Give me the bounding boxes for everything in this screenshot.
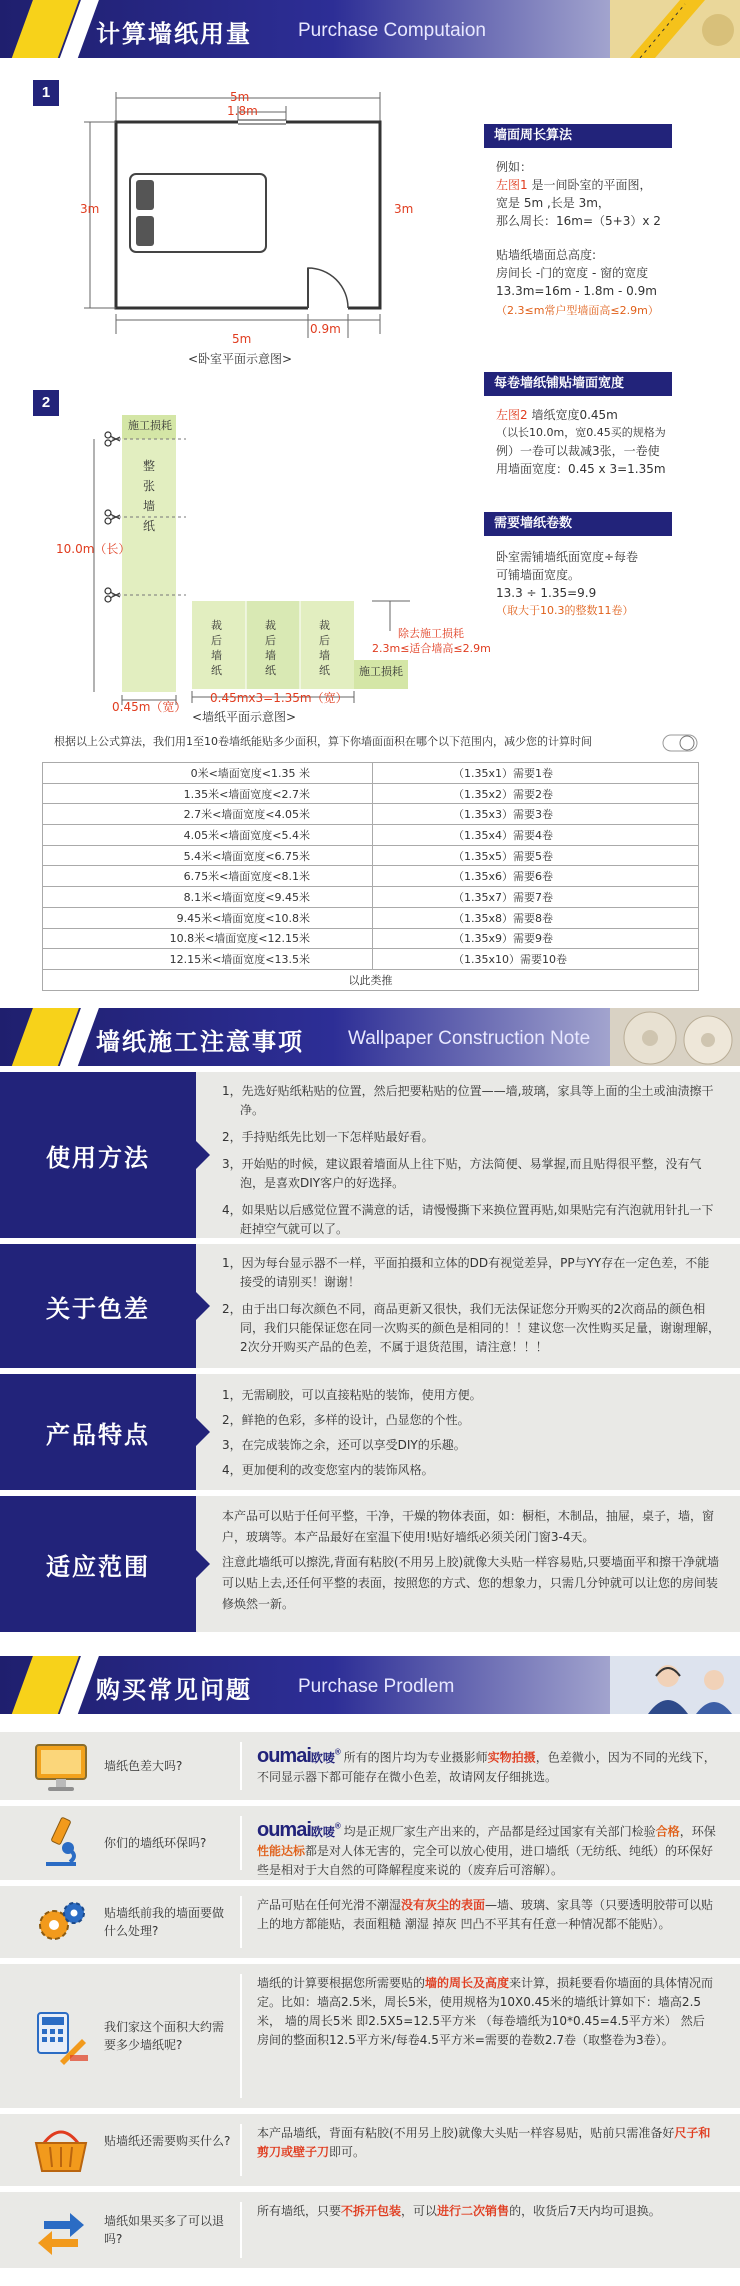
table-intro: 根据以上公式算法，我们用1至10卷墙纸能贴多少面积，算下你墙面面积在哪个以下范围内，减少您的计算时间	[54, 735, 592, 748]
perimeter-line-4: 贴墙纸墙面总高度:	[496, 248, 597, 262]
monitor-icon	[30, 1735, 92, 1797]
faq-answer-text: 都是对人体无害的，完全可以放心使用，进口墙纸（无纺纸、纯纸）的环保好些是相对于大自然的可降解程度来说的（废弃后可溶解）。	[257, 1843, 714, 1877]
roll-width-line-0: 左图2 墙纸宽度0.45m	[496, 408, 618, 422]
faq-answer-text: 尺子和剪刀或壁子刀	[257, 2126, 711, 2159]
faq-answer-text: 产品可贴在任何光滑不潮湿	[257, 1898, 402, 1912]
faq-divider	[240, 2124, 242, 2176]
note-scope	[0, 1496, 740, 1632]
note-usage-item-3: 3，开始贴的时候，建议跟着墙面从上往下贴，方法简便、易掌握,而且贴得很平整，没有气泡，是喜欢DIY客户的好选择。	[222, 1157, 702, 1190]
table-row	[43, 949, 699, 970]
floorplan-caption: <卧室平面示意图>	[188, 352, 293, 366]
note-usage-body	[222, 1082, 720, 1247]
note-usage-item-2: 2，手持贴纸先比划一下怎样贴最好看。	[222, 1130, 434, 1144]
table-cell-range: 2.7米<墙面宽度<4.05米	[43, 804, 373, 825]
note-features-body	[222, 1386, 720, 1486]
roll-width-box-title: 每卷墙纸铺贴墙面宽度	[484, 372, 672, 396]
table-cell-rolls: （1.35x1）需要1卷	[373, 763, 699, 784]
strip-width-label: 0.45m（宽）	[112, 700, 187, 714]
faq-answer-text: 即可。	[329, 2145, 366, 2159]
table-footer: 以此类推	[43, 969, 699, 990]
table-row	[43, 907, 699, 928]
faq-item	[0, 2114, 740, 2186]
faq-question: 你们的墙纸环保吗?	[104, 1836, 207, 1850]
dim-window-18m: 1.8m	[227, 104, 258, 118]
table-cell-range: 1.35米<墙面宽度<2.7米	[43, 783, 373, 804]
table-cell-rolls: （1.35x6）需要6卷	[373, 866, 699, 887]
table-footer-row	[43, 969, 699, 990]
note-features	[0, 1374, 740, 1490]
perimeter-line-1: 左图1 是一间卧室的平面图，	[496, 178, 652, 192]
basket-icon	[30, 2119, 92, 2181]
roll-count-line-0: 卧室需铺墙纸面宽度÷每卷	[496, 550, 639, 564]
faq-answer-text: 合格	[655, 1824, 680, 1839]
section-title-en: Wallpaper Construction Note	[348, 1028, 591, 1049]
faq-answer-text: 来计算，损耗要看你墙面的具体情况而定。比如：墙高2.5米，周长5米，使用规格为10X0.45米的墙纸计算如下：墙高2.5米， 墙的周长5米 即2.5X5=12.5平方米 （每卷墙纸为10*0.45=4.5平方米） 然后房间的整面积12.5平方米/每卷4.5平方米=需要的卷数2.7卷（取整卷为3卷）。	[257, 1976, 714, 2047]
table-cell-range: 5.4米<墙面宽度<6.75米	[43, 845, 373, 866]
table-cell-rolls: （1.35x7）需要7卷	[373, 887, 699, 908]
note-features-item-3: 3，在完成装饰之余，还可以享受DIY的乐趣。	[222, 1438, 466, 1452]
faq-answer-text: 进行二次销售	[437, 2204, 510, 2218]
table-row	[43, 866, 699, 887]
faq-answer-text: 的，收货后7天内均可退换。	[509, 2204, 661, 2218]
roll-width-line-1: （以长10.0m，宽0.45买的规格为	[496, 426, 666, 439]
cut-strip-label-1: 裁后墙纸	[211, 619, 222, 677]
calculator-icon	[30, 2005, 92, 2067]
strip-height-label: 10.0m（长）	[56, 542, 131, 556]
table-row	[43, 825, 699, 846]
table-row	[43, 804, 699, 825]
microscope-icon	[30, 1812, 92, 1874]
note-color	[0, 1244, 740, 1368]
faq-answer-text: 墙纸的计算要根据您所需要贴的	[257, 1976, 426, 1990]
faq-item	[0, 1886, 740, 1958]
note-scope-para-2: 注意此墙纸可以擦洗,背面有粘胶(不用另上胶)就像大头贴一样容易贴,只要墙面平和擦干净就墙可以贴上去,还任何平整的表面，按照您的方式、您的想象力，只需几分钟就可以让您的房间装修焕然一新。	[222, 1555, 719, 1611]
note-features-item-4: 4，更加便利的改变您室内的装饰风格。	[222, 1463, 434, 1477]
table-row	[43, 887, 699, 908]
note-usage	[0, 1072, 740, 1238]
faq-divider	[240, 2202, 242, 2258]
perimeter-line-0: 例如：	[496, 160, 533, 174]
table-cell-range: 8.1米<墙面宽度<9.45米	[43, 887, 373, 908]
faq-answer-text: ，可以	[401, 2204, 438, 2218]
faq-question: 墙纸色差大吗?	[104, 1759, 183, 1773]
dim-left-3m: 3m	[80, 202, 100, 216]
note-color-item-2: 2，由于出口每次颜色不同，商品更新又很快，我们无法保证您分开购买的2次商品的颜色相同，我们只能保证您在同一次购买的颜色是相同的！！建议您一次性购买足量，谢谢理解，2次分开购买产品的色差，不属于退货范围，请注意！！！	[222, 1302, 721, 1354]
note-color-body	[222, 1254, 720, 1365]
faq-answer-text: —墙、玻璃、家具等（只要透明胶带可以贴上的地方都能贴，表面粗糙 潮湿 掉灰 凹凸不平其有任意一种情况都不能贴）。	[257, 1898, 714, 1931]
cut-strip-label-3: 裁后墙纸	[319, 619, 330, 677]
strip-diagram-caption: <墙纸平面示意图>	[192, 710, 297, 724]
roll-count-line-3: （取大于10.3的整数11卷）	[496, 604, 634, 617]
faq-answer-text: 实物拍摄	[487, 1750, 536, 1765]
cut-strip-label-2: 裁后墙纸	[265, 619, 276, 677]
faq-answer	[257, 1974, 716, 2050]
table-row	[43, 763, 699, 784]
tape-measure-icon	[610, 0, 740, 58]
note-scope-label: 适应范围	[0, 1496, 196, 1632]
faq-question: 墙纸如果买多了可以退吗?	[104, 2214, 225, 2246]
perimeter-line-2: 宽是 5m ,长是 3m，	[496, 196, 610, 210]
faq-answer	[257, 1896, 716, 1934]
section-banner-faq	[0, 1656, 740, 1714]
dim-bottom-5m: 5m	[232, 332, 252, 346]
roll-count-line-2: 13.3 ÷ 1.35=9.9	[496, 586, 597, 600]
faq-answer-text: 本产品墙纸，背面有粘胶(不用另上胶)就像大头贴一样容易贴，贴前只需准备好	[257, 2126, 675, 2140]
table-cell-rolls: （1.35x5）需要5卷	[373, 845, 699, 866]
waste-note-2: 2.3m≤适合墙高≤2.9m	[372, 642, 491, 655]
section-title-en: Purchase Prodlem	[298, 1676, 455, 1697]
note-features-item-1: 1，无需刷胶，可以直接粘贴的装饰，使用方便。	[222, 1388, 482, 1402]
section-banner-calc	[0, 0, 740, 58]
oumai-logo: oumai欧唛®	[257, 1818, 340, 1841]
faq-answer-text: 没有灰尘的表面	[401, 1898, 486, 1912]
roll-width-line-3: 用墙面宽度：0.45 x 3=1.35m	[496, 462, 666, 476]
roll-count-box-title: 需要墙纸卷数	[484, 512, 672, 536]
perimeter-line-3: 那么周长：16m=（5+3）x 2	[496, 214, 661, 228]
note-usage-item-1: 1，先选好贴纸粘贴的位置，然后把要粘贴的位置——墙,玻璃，家具等上面的尘土或油渍擦干净。	[222, 1084, 714, 1117]
cut-width-sum-label: 0.45mx3=1.35m（宽）	[210, 691, 348, 705]
faq-answer-text: 均是正规厂家生产出来的，产品都是经过国家有关部门检验	[343, 1824, 656, 1839]
faq-question: 贴墙纸前我的墙面要做什么处理?	[104, 1906, 225, 1938]
faq-divider	[240, 1742, 242, 1790]
table-cell-range: 12.15米<墙面宽度<13.5米	[43, 949, 373, 970]
customer-service-icon	[610, 1656, 740, 1714]
faq-answer-text: 性能达标	[257, 1843, 306, 1858]
wallpaper-strip-diagram	[90, 405, 470, 725]
faq-answer	[257, 2202, 716, 2221]
faq-answer-text: ，色差微小，因为不同的光线下，不同显示器下都可能存在微小色差，故请网友仔细挑选。	[257, 1750, 716, 1784]
note-usage-item-4: 4，如果贴以后感觉位置不满意的话，请慢慢撕下来换位置再贴,如果贴完有汽泡就用针扎一下赶掉空气就可以了。	[222, 1203, 714, 1236]
faq-divider	[240, 1974, 242, 2098]
table-cell-rolls: （1.35x3）需要3卷	[373, 804, 699, 825]
table-cell-rolls: （1.35x10）需要10卷	[373, 949, 699, 970]
gears-icon	[30, 1891, 92, 1953]
exchange-arrows-icon	[30, 2199, 92, 2261]
table-cell-range: 4.05米<墙面宽度<5.4米	[43, 825, 373, 846]
faq-question: 贴墙纸还需要购买什么?	[104, 2134, 231, 2148]
note-scope-para-1: 本产品可以贴于任何平整，干净，干燥的物体表面，如：橱柜，木制品，抽屉，桌子，墙，窗户，玻璃等。本产品最好在室温下使用!贴好墙纸必须关闭门窗3-4天。	[222, 1509, 715, 1544]
step-number-1: 1	[33, 80, 59, 106]
dim-top-5m: 5m	[230, 90, 250, 104]
section-title-en: Purchase Computaion	[298, 20, 486, 41]
note-features-item-2: 2，鲜艳的色彩，多样的设计，凸显您的个性。	[222, 1413, 470, 1427]
faq-divider	[240, 1816, 242, 1870]
table-row	[43, 783, 699, 804]
wallpaper-rolls-icon	[610, 1008, 740, 1066]
faq-answer-text: 不拆开包装	[341, 2204, 402, 2218]
perimeter-line-5: 房间长 -门的宽度 - 窗的宽度	[496, 266, 649, 280]
table-cell-rolls: （1.35x9）需要9卷	[373, 928, 699, 949]
perimeter-line-7: （2.3≤m常户型墙面高≤2.9m）	[496, 304, 659, 317]
faq-answer-text: 所有墙纸，只要	[257, 2204, 342, 2218]
dim-right-3m: 3m	[394, 202, 414, 216]
faq-answer-text: 所有的图片均为专业摄影师	[343, 1750, 488, 1765]
faq-item	[0, 1964, 740, 2108]
strip-full-label: 整张墙纸	[143, 459, 156, 533]
section-title-cn: 购买常见问题	[96, 1676, 252, 1704]
roll-width-line-2: 例）一卷可以裁减3张，一卷使	[496, 444, 660, 458]
faq-divider	[240, 1896, 242, 1948]
table-cell-range: 0米<墙面宽度<1.35 米	[43, 763, 373, 784]
perimeter-line-6: 13.3m=16m - 1.8m - 0.9m	[496, 284, 657, 298]
section-title-cn: 计算墙纸用量	[96, 20, 252, 48]
table-row	[43, 928, 699, 949]
faq-answer	[257, 2124, 716, 2162]
section-banner-notes	[0, 1008, 740, 1066]
toggle-icon	[662, 734, 698, 752]
faq-answer-text: ，环保	[679, 1824, 716, 1839]
perimeter-left-label: 左图1	[496, 178, 528, 192]
roll-width-left-label: 左图2	[496, 408, 528, 422]
cut-waste-label: 施工损耗	[359, 665, 403, 678]
table-row	[43, 845, 699, 866]
dim-door-09m: 0.9m	[310, 322, 341, 336]
strip-waste-label: 施工损耗	[128, 419, 172, 432]
table-cell-rolls: （1.35x2）需要2卷	[373, 783, 699, 804]
faq-answer	[257, 1742, 716, 1787]
note-color-item-1: 1，因为每台显示器不一样，平面拍摄和立体的DD有视觉差异，PP与YY存在一定色差，不能接受的请别买！谢谢！	[222, 1256, 710, 1289]
roll-count-table	[42, 762, 699, 991]
waste-note-1: 除去施工损耗	[398, 627, 464, 640]
note-usage-label: 使用方法	[0, 1072, 196, 1238]
table-cell-rolls: （1.35x4）需要4卷	[373, 825, 699, 846]
faq-answer	[257, 1816, 716, 1880]
note-features-label: 产品特点	[0, 1374, 196, 1490]
faq-item	[0, 2192, 740, 2268]
perimeter-box-title: 墙面周长算法	[484, 124, 672, 148]
section-title-cn: 墙纸施工注意事项	[96, 1028, 304, 1056]
table-cell-range: 6.75米<墙面宽度<8.1米	[43, 866, 373, 887]
note-scope-body	[222, 1506, 720, 1619]
oumai-logo: oumai欧唛®	[257, 1744, 340, 1767]
note-color-label: 关于色差	[0, 1244, 196, 1368]
table-cell-range: 9.45米<墙面宽度<10.8米	[43, 907, 373, 928]
faq-item	[0, 1732, 740, 1800]
table-cell-rolls: （1.35x8）需要8卷	[373, 907, 699, 928]
roll-count-line-1: 可铺墙面宽度。	[496, 568, 581, 582]
table-cell-range: 10.8米<墙面宽度<12.15米	[43, 928, 373, 949]
step-number-2: 2	[33, 390, 59, 416]
faq-question: 我们家这个面积大约需要多少墙纸呢?	[104, 2020, 225, 2052]
faq-answer-text: 墙的周长及高度	[425, 1976, 510, 1990]
faq-item	[0, 1806, 740, 1880]
